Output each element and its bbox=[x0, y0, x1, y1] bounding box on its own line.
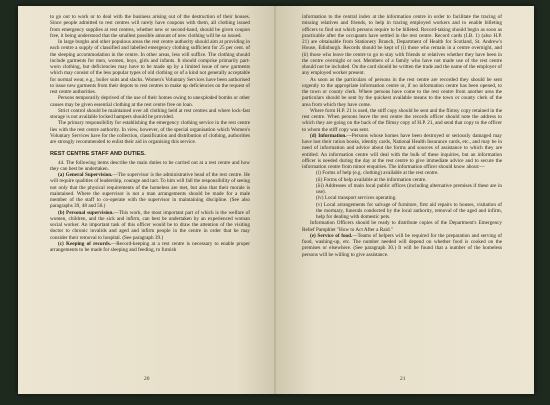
left-page bbox=[18, 6, 276, 394]
paragraph: Strict control should be maintained over all clothing held at rest centres and where lock-fast storage is not available locked hampers should be provided. bbox=[50, 107, 250, 120]
right-page-text bbox=[302, 14, 502, 258]
item-text: —Record-keeping at a rest centre is necessary to enable proper arrangements to be made for sleeping and feeding, to furnish bbox=[50, 240, 250, 253]
section-heading: REST CENTRE STAFF AND DUTIES. bbox=[50, 151, 146, 158]
left-page-text bbox=[50, 14, 250, 253]
paragraph: Information Officers should be ready to distribute copies of the Department's Emergency Relief Pamphlet "How to Act After a Raid." bbox=[302, 220, 502, 233]
paragraph: to go out to work or to deal with the business arising out of the destruction of their houses. Since people admitted to rest centres will rarely have coupons with them, all clothing issued from emergency supplies at rest centres, whether new or second-hand, should be given coupon free, it being understood that the smallest possible amount of new clothing will be so issued. bbox=[50, 14, 250, 39]
item-label: (e) Service of food. bbox=[310, 232, 353, 239]
item-text: —The supervisor is the administrative head of the rest centre. He will require qualities of leadership, courage and tact. To him will fall the responsibility of seeing not only that the physical requirements of the homeless are met, but also that their morale is maintained. Where the supervisor is not a man arrangements should be made for a male member of the staff to co-operate with the supervisor in maintaining discipline. (See also paragraphs 39, 48 and 50.) bbox=[50, 172, 250, 210]
item-label: (b) Personal supervision. bbox=[58, 209, 114, 216]
paragraph: Persons temporarily deprived of the use of their homes owing to unexploded bombs or other causes may be given essential clothing at the rest centre free on loan. bbox=[50, 95, 250, 108]
item-information bbox=[302, 133, 502, 171]
page-number: 20 bbox=[144, 376, 150, 382]
paragraph: As soon as the particulars of persons in the rest centre are recorded they should be sent urgently to the appropriate information centre or, if no information centre has been opened, to the town or county clerk. Where persons have come to the rest centre from another area the particulars should be sent by the quickest available means to the town or county clerk of the area from which they have come. bbox=[302, 76, 502, 108]
item-label: (a) General Supervision. bbox=[58, 172, 113, 178]
list-item: (ii) Forms of help available at the information centre. bbox=[316, 176, 427, 183]
item-general-supervision bbox=[50, 172, 250, 210]
paragraph-44: 44. The following items describe the main duties to be carried out at a rest centre and how they can best be undertaken. bbox=[50, 159, 250, 172]
item-personal-supervision bbox=[50, 210, 250, 241]
item-label: (d) Information. bbox=[310, 132, 347, 139]
item-text: —This work, the most important part of which is the welfare of women, children, and the sick and infirm, can best be undertaken by an experienced woman social worker. An important task of this officer would be to draw the attention of the visiting doctor to chronic invalids and aged and infirm people in the centre in order that he may consider their removal to hospital. (See paragraph 39.) bbox=[50, 209, 251, 241]
list-item: (iv) Local transport services operating. bbox=[316, 195, 397, 202]
page-number: 21 bbox=[400, 376, 406, 382]
item-service-of-food bbox=[302, 233, 502, 258]
item-keeping-records bbox=[50, 241, 250, 254]
right-page bbox=[276, 6, 534, 394]
item-text: —Teams of helpers will be required for the preparation and serving of food, washing-up, etc. The number needed will depend on whether food is cooked on the premises or elsewhere. (See paragraph 30.) It will be found that a number of the homeless persons will be willing to give assistance. bbox=[302, 232, 502, 258]
paragraph: information to the central index at the information centre in order to facilitate the tracing of missing relatives and friends, to help in tracing employed workers and to enable billeting officers to find out which persons require to be billeted. Record-taking should begin as soon as practicable after the occupants have settled in the rest centre. Record cards (I.B. 1) (also H.P. 21) are obtainable from Stationery Branch, Department of Health for Scotland, St. Andrew's House, Edinburgh. Records should be kept of (i) those who remain in a centre overnight, and (ii) those who leave the centre to go to stay with friends or relatives whether they have been in the centre overnight or not. Members of a family who have not made use of the rest centre should not be included. On the card should be written the trade and the name of the employer of any employed worker present. bbox=[302, 14, 502, 77]
item-text: —Persons whose homes have been destroyed or seriously damaged may have lost their ration books, identity cards, National Health Insurance cards, etc., and may be in need of information and advice about the forms and sources of assistance to which they are entitled. An information centre will deal with the bulk of these inquiries, but an information officer is needed during the day at the rest centre to give immediate advice and to secure the information centre from minor enquiries. The information officer should know about:— bbox=[302, 132, 502, 170]
open-booklet bbox=[18, 6, 534, 394]
list-item: (v) Local arrangements for salvage of furniture, first aid repairs to houses, visitation of the mortuary, funerals conducted by the local authority, removal of the aged and infirm, help for dealing with domestic pets. bbox=[316, 201, 502, 220]
paragraph: The primary responsibility for establishing the emergency clothing service in the rest centre lies with the rest centre authority. In view, however, of the special organisation which Women's Voluntary Services have for the collection, classification and distribution of clothing, authorities are strongly recommended to enlist their aid in organising this service. bbox=[50, 120, 250, 145]
paragraph: Where form H.P. 21 is used, the stiff copy should be sent and the flimsy copy retained in the rest centre. When persons leave the rest centre the records officer should note the address to which they are going on the back of the flimsy copy of H.P. 21, and send that copy to the officer to whom the stiff copy was sent. bbox=[302, 107, 502, 133]
paragraph: In large burghs and other populous areas the rest centre authority should aim at providing in each centre a supply of classified and labelled emergency clothing sufficient for 25 per cent. of the sleeping accommodation in the centre. In other areas, less will suffice. The clothing should include garments for men, women, boys, girls and infants. It should comprise primarily part-worn clothing, but deficiencies may have to be made up by a limited issue of new garments which may consist of the less popular types of old clothing or of a kind not generally acceptable for normal wear, e.g., boiler suits and slacks. Women's Voluntary Services have been authorised to issue new garments from their depots to rest centres to make up deficiencies on the request of rest centre authorities. bbox=[50, 39, 250, 95]
list-item: (i) Forms of help (e.g. clothing) available at the rest centre. bbox=[316, 170, 439, 177]
list-item: (iii) Addresses of main local public offices (including alternative premises if these are in use). bbox=[316, 182, 502, 195]
item-label: (c) Keeping of records. bbox=[58, 240, 112, 247]
